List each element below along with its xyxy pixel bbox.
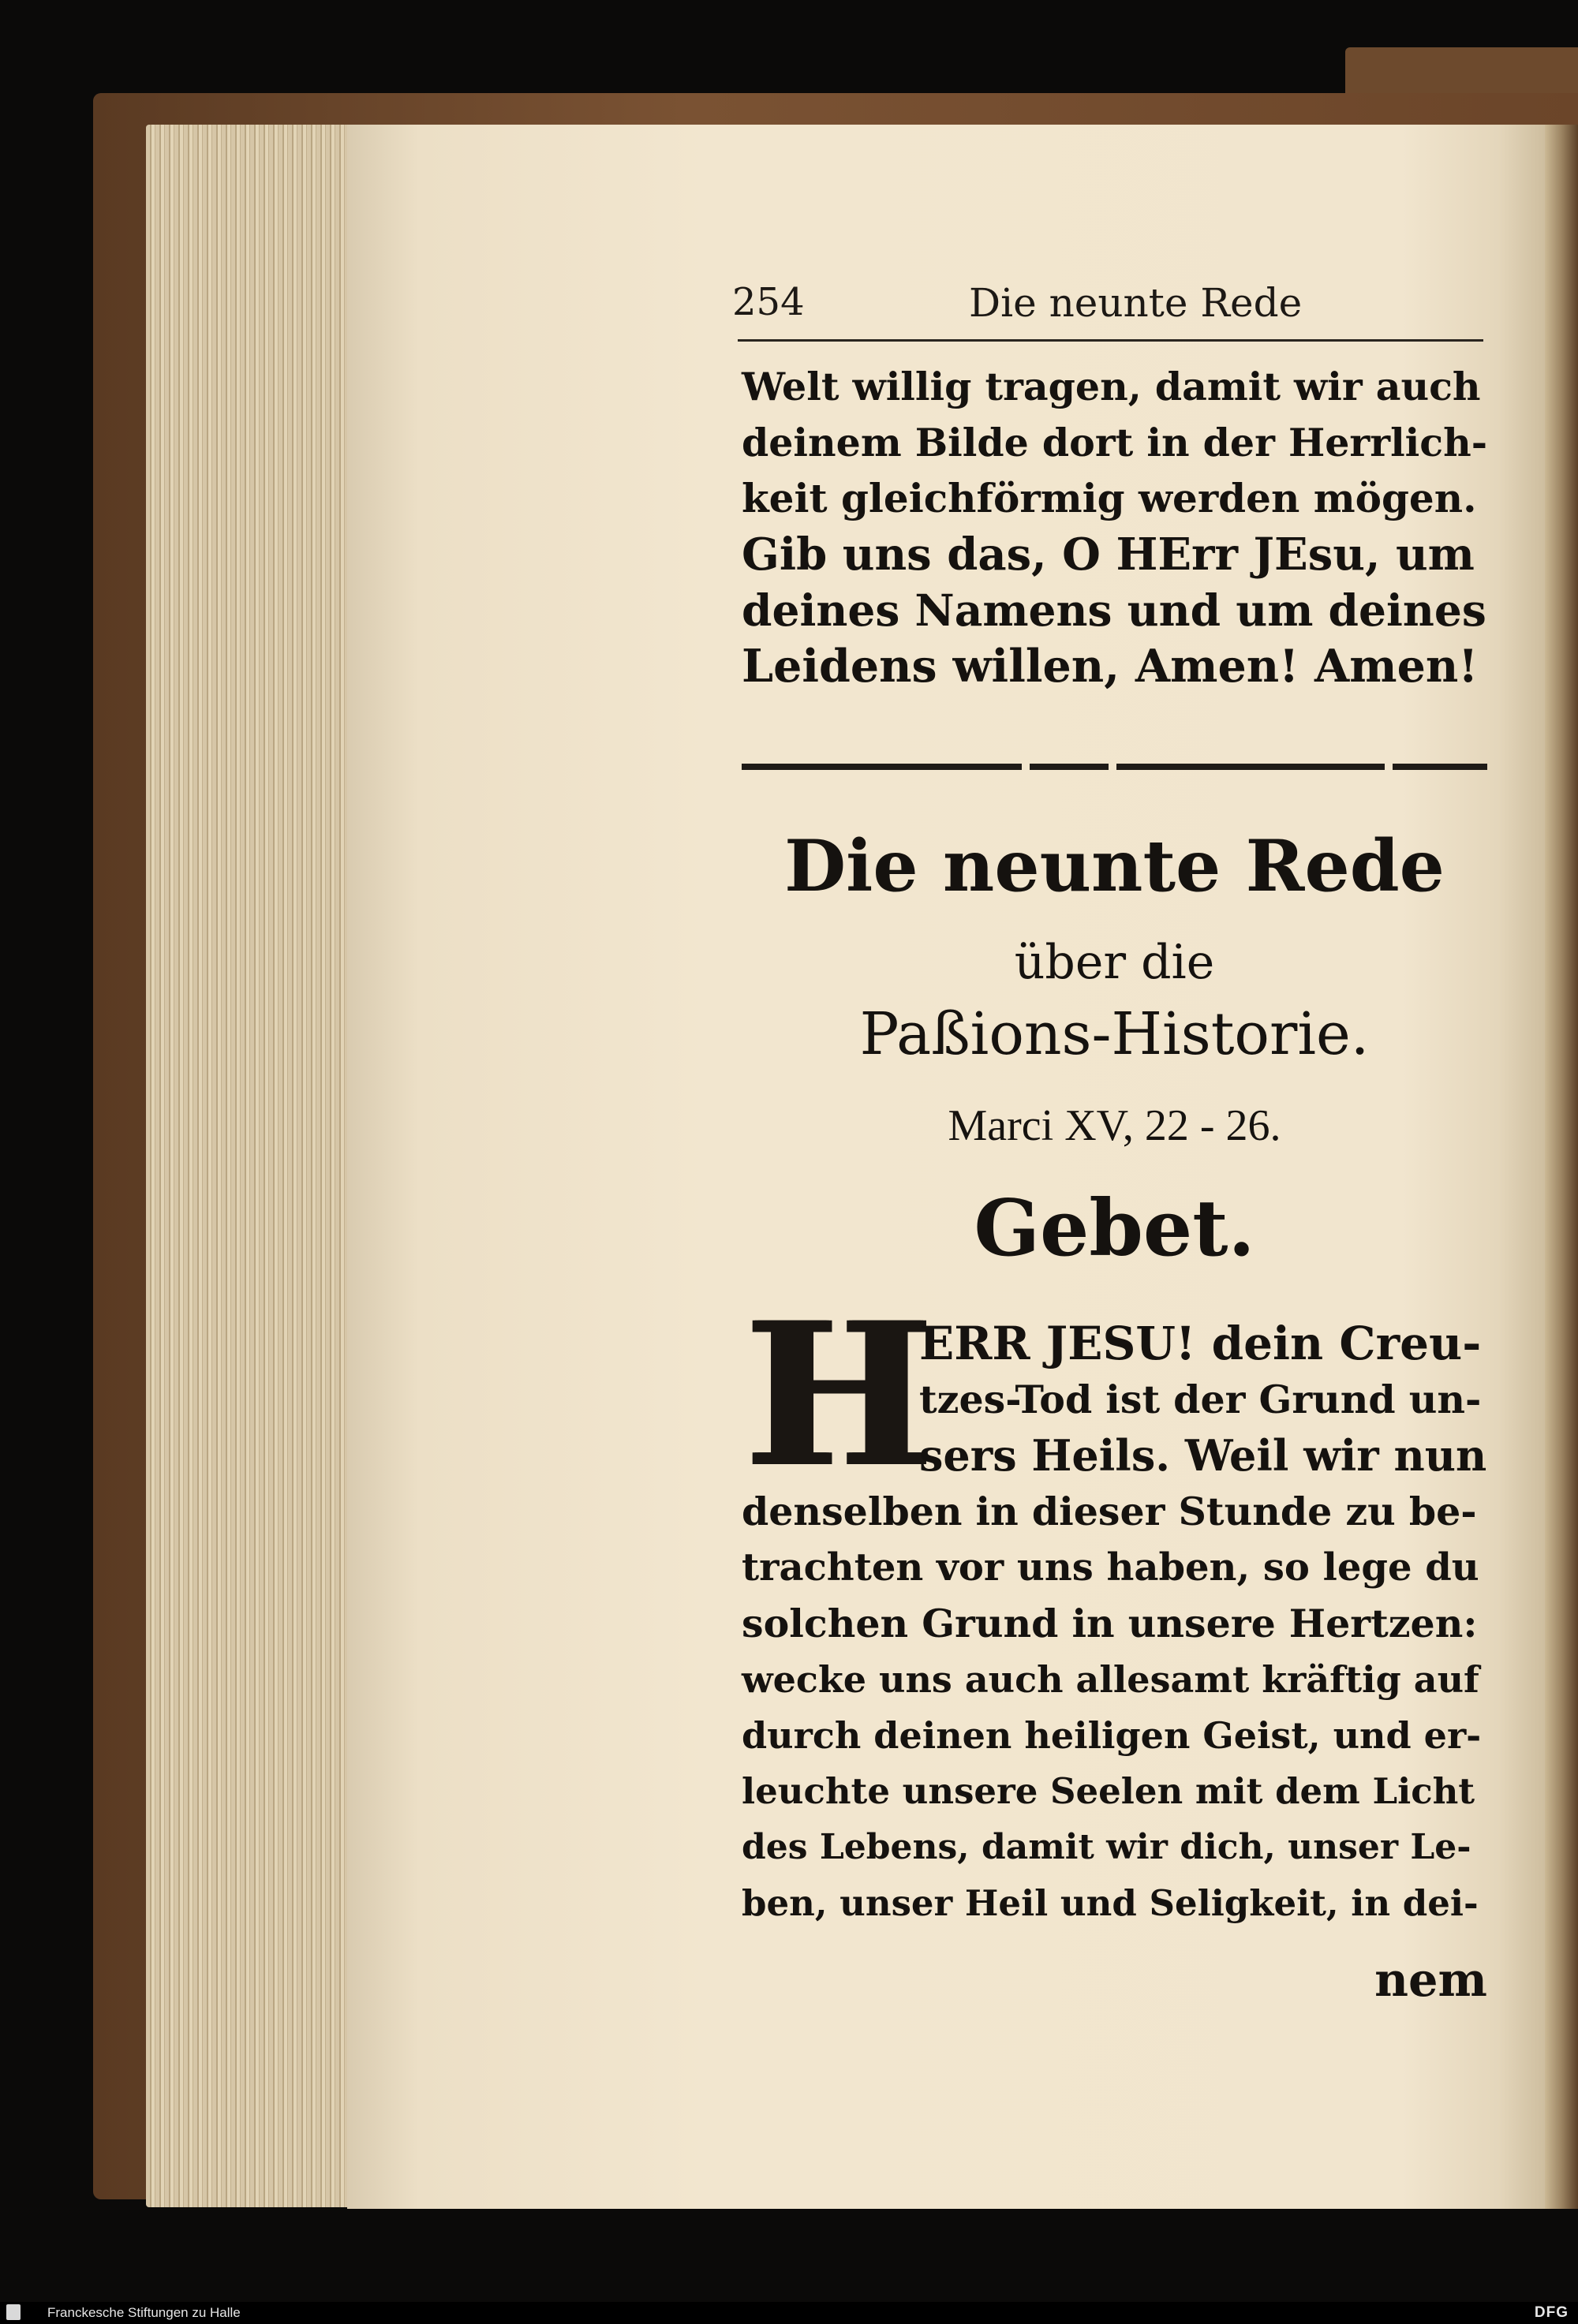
catchword: nem [1374,1952,1487,2007]
scripture-reference: Marci XV, 22 - 26. [948,1101,1281,1150]
prayer-line: solchen Grund in unsere Hertzen: [742,1601,1478,1646]
footer-owner: Franckesche Stiftungen zu Halle [47,2305,241,2320]
prayer-line: ben, unser Heil und Seligkeit, in dei- [742,1882,1479,1924]
right-binding [1545,125,1578,2209]
prayer-line: denselben in dieser Stunde zu be- [742,1489,1477,1534]
previous-text-line: Gib uns das, O HErr JEsu, um [742,529,1475,581]
section-divider [742,764,1487,770]
prayer-line: tzes-Tod ist der Grund un- [919,1377,1482,1422]
institution-logo-icon [6,2304,21,2320]
section-subtitle: über die [1014,935,1215,990]
prayer-line: trachten vor uns haben, so lege du [742,1545,1479,1590]
prayer-line: des Lebens, damit wir dich, unser Le- [742,1827,1471,1867]
prayer-line: wecke uns auch allesamt kräftig auf [742,1658,1479,1701]
header-rule [738,339,1483,342]
previous-text-line: Leidens willen, Amen! Amen! [742,640,1479,693]
previous-text-line: deines Namens und um deines [742,585,1486,636]
page-number: 254 [732,280,805,324]
section-topic: Paßions-Historie. [859,1000,1370,1068]
decorated-initial: H [746,1279,933,1511]
previous-text-line: keit gleichförmig werden mögen. [742,475,1477,521]
page-edges [146,125,371,2207]
running-head: Die neunte Rede [969,280,1303,326]
prayer-line: durch deinen heiligen Geist, und er- [742,1714,1482,1757]
prayer-line: leuchte unsere Seelen mit dem Licht [742,1770,1475,1812]
previous-text-line: Welt willig tragen, damit wir auch [742,364,1481,409]
prayer-line: sers Heils. Weil wir nun [919,1430,1487,1481]
page-header [732,280,1490,335]
previous-text-line: deinem Bilde dort in der Herrlich- [742,420,1488,465]
prayer-line: ERR JESU! dein Creu- [919,1317,1482,1370]
section-title: Die neunte Rede [784,824,1445,908]
prayer-heading: Gebet. [974,1183,1255,1274]
footer-brand: DFG [1534,2304,1569,2321]
